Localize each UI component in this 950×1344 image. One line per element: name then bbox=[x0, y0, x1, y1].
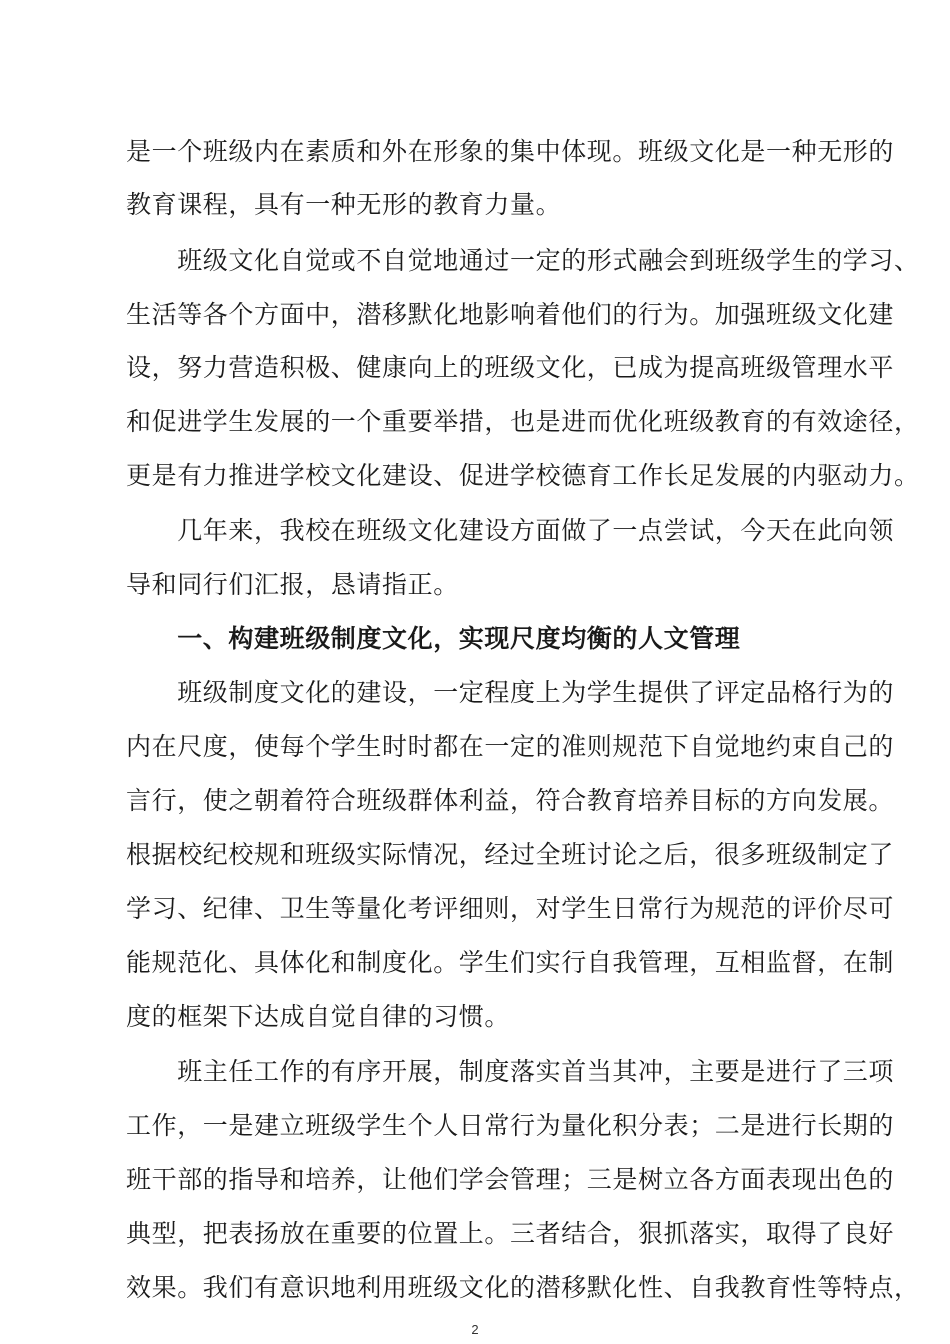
body-text-line: 内在尺度，使每个学生时时都在一定的准则规范下自觉地约束自己的 bbox=[126, 732, 895, 761]
body-text-line: 设，努力营造积极、健康向上的班级文化，已成为提高班级管理水平 bbox=[126, 353, 895, 382]
body-text-line: 工作，一是建立班级学生个人日常行为量化积分表；二是进行长期的 bbox=[126, 1111, 895, 1140]
body-text-line: 和促进学生发展的一个重要举措，也是进而优化班级教育的有效途径， bbox=[126, 407, 920, 436]
page-number: 2 bbox=[471, 1322, 479, 1337]
body-text-line: 生活等各个方面中，潜移默化地影响着他们的行为。加强班级文化建 bbox=[126, 300, 895, 329]
body-text-line: 班主任工作的有序开展，制度落实首当其冲，主要是进行了三项 bbox=[126, 1057, 895, 1086]
body-text-line: 根据校纪校规和班级实际情况，经过全班讨论之后，很多班级制定了 bbox=[126, 840, 895, 869]
section-heading: 一、构建班级制度文化，实现尺度均衡的人文管理 bbox=[126, 624, 741, 653]
body-text-line: 班级文化自觉或不自觉地通过一定的形式融会到班级学生的学习、 bbox=[126, 246, 920, 275]
body-text-line: 班级制度文化的建设，一定程度上为学生提供了评定品格行为的 bbox=[126, 678, 895, 707]
body-text-line: 典型，把表扬放在重要的位置上。三者结合，狠抓落实，取得了良好 bbox=[126, 1219, 895, 1248]
body-text-line: 更是有力推进学校文化建设、促进学校德育工作长足发展的内驱动力。 bbox=[126, 461, 920, 490]
body-text-line: 学习、纪律、卫生等量化考评细则，对学生日常行为规范的评价尽可 bbox=[126, 894, 895, 923]
body-text-line: 效果。我们有意识地利用班级文化的潜移默化性、自我教育性等特点， bbox=[126, 1273, 920, 1302]
body-text-line: 导和同行们汇报，恳请指正。 bbox=[126, 570, 459, 599]
body-text-line: 几年来，我校在班级文化建设方面做了一点尝试，今天在此向领 bbox=[126, 516, 895, 545]
body-text-line: 度的框架下达成自觉自律的习惯。 bbox=[126, 1002, 511, 1031]
body-text-line: 教育课程，具有一种无形的教育力量。 bbox=[126, 190, 562, 219]
body-text-line: 能规范化、具体化和制度化。学生们实行自我管理，互相监督，在制 bbox=[126, 948, 895, 977]
body-text-line: 言行，使之朝着符合班级群体利益，符合教育培养目标的方向发展。 bbox=[126, 786, 895, 815]
body-text-line: 是一个班级内在素质和外在形象的集中体现。班级文化是一种无形的 bbox=[126, 137, 895, 166]
body-text-line: 班干部的指导和培养，让他们学会管理；三是树立各方面表现出色的 bbox=[126, 1165, 895, 1194]
